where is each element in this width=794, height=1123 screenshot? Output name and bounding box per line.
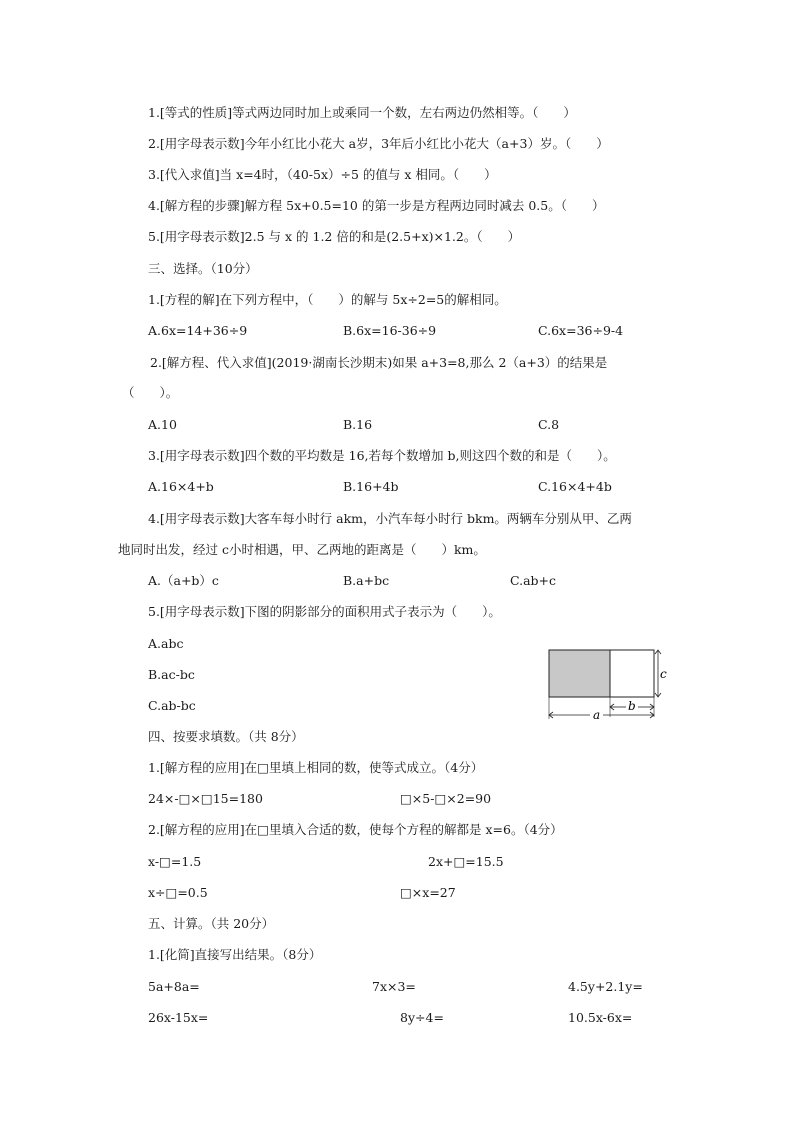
- unshaded-region: [610, 650, 654, 697]
- choice-q2-option-a: A.10: [148, 417, 177, 432]
- choice-q5-stem: 5.[用字母表示数]下图的阴影部分的面积用式子表示为（ ）。: [148, 604, 501, 619]
- calc-expr-5: 8y÷4=: [400, 1010, 444, 1025]
- tf-item-3: 3.[代入求值]当 x=4时，（40-5x）÷5 的值与 x 相同。（ ）: [148, 167, 497, 182]
- section-heading-fill: 四、按要求填数。（共 8分）: [148, 729, 304, 744]
- choice-q2-stem-line1: 2.[解方程、代入求值](2019·湖南长沙期末)如果 a+3=8,那么 2（a+3）的结果是: [150, 355, 608, 370]
- choice-q4-option-a: A.（a+b）c: [148, 573, 219, 588]
- choice-q2-option-c: C.8: [538, 417, 560, 432]
- choice-q4-option-b: B.a+bc: [343, 573, 390, 588]
- fill-q2-stem: 2.[解方程的应用]在□里填入合适的数，使每个方程的解都是 x=6。（4分）: [148, 822, 563, 837]
- calc-expr-6: 10.5x-6x=: [568, 1010, 633, 1025]
- choice-q5-option-b: B.ac-bc: [148, 667, 195, 682]
- choice-q2-stem-line2: （ ）。: [122, 385, 179, 400]
- choice-q1-option-a: A.6x=14+36÷9: [148, 323, 248, 338]
- calc-expr-2: 7x×3=: [372, 979, 416, 994]
- fill-q1-stem: 1.[解方程的应用]在□里填上相同的数，使等式成立。（4分）: [148, 760, 484, 775]
- tf-item-4: 4.[解方程的步骤]解方程 5x+0.5=10 的第一步是方程两边同时减去 0.5。（ ）: [148, 198, 605, 213]
- choice-q1-stem: 1.[方程的解]在下列方程中，（ ）的解与 5x÷2=5的解相同。: [148, 292, 507, 307]
- choice-q4-option-c: C.ab+c: [510, 573, 557, 588]
- choice-q3-stem: 3.[用字母表示数]四个数的平均数是 16,若每个数增加 b,则这四个数的和是（ ）。: [148, 448, 616, 463]
- tf-item-2: 2.[用字母表示数]今年小红比小花大 a岁，3年后小红比小花大（a+3）岁。（ ）: [148, 136, 609, 151]
- fill-q2-expr-3: x÷□=0.5: [148, 885, 208, 900]
- calc-expr-4: 26x-15x=: [148, 1010, 209, 1025]
- choice-q4-stem-line2: 地同时出发，经过 c小时相遇，甲、乙两地的距离是（ ）km。: [118, 542, 486, 557]
- fill-q2-expr-4: □×x=27: [400, 885, 456, 900]
- choice-q2-option-b: B.16: [343, 417, 373, 432]
- calc-q1-stem: 1.[化简]直接写出结果。（8分）: [148, 947, 322, 962]
- label-c: c: [660, 667, 667, 681]
- label-b: b: [628, 699, 636, 713]
- tf-item-5: 5.[用字母表示数]2.5 与 x 的 1.2 倍的和是(2.5+x)×1.2。（ ）: [148, 229, 521, 244]
- area-figure: [540, 645, 670, 723]
- calc-expr-1: 5a+8a=: [148, 979, 200, 994]
- label-a: a: [593, 708, 601, 722]
- choice-q3-option-a: A.16×4+b: [148, 479, 214, 494]
- choice-q1-option-c: C.6x=36÷9-4: [538, 323, 624, 338]
- fill-q1-expr-1: 24×-□×□15=180: [148, 791, 263, 806]
- section-heading-choice: 三、选择。（10分）: [148, 261, 258, 276]
- choice-q4-stem-line1: 4.[用字母表示数]大客车每小时行 akm，小汽车每小时行 bkm。两辆车分别从甲、乙两: [148, 511, 632, 526]
- fill-q2-expr-1: x-□=1.5: [148, 854, 202, 869]
- tf-item-1: 1.[等式的性质]等式两边同时加上或乘同一个数，左右两边仍然相等。（ ）: [148, 105, 576, 120]
- choice-q5-option-c: C.ab-bc: [148, 698, 196, 713]
- choice-q5-option-a: A.abc: [148, 636, 184, 651]
- choice-q1-option-b: B.6x=16-36÷9: [343, 323, 437, 338]
- choice-q3-option-b: B.16+4b: [343, 479, 399, 494]
- section-heading-calc: 五、计算。（共 20分）: [148, 916, 275, 931]
- calc-expr-3: 4.5y+2.1y=: [568, 979, 643, 994]
- shaded-region: [549, 650, 610, 697]
- choice-q3-option-c: C.16×4+4b: [538, 479, 612, 494]
- fill-q2-expr-2: 2x+□=15.5: [428, 854, 504, 869]
- fill-q1-expr-2: □×5-□×2=90: [400, 791, 492, 806]
